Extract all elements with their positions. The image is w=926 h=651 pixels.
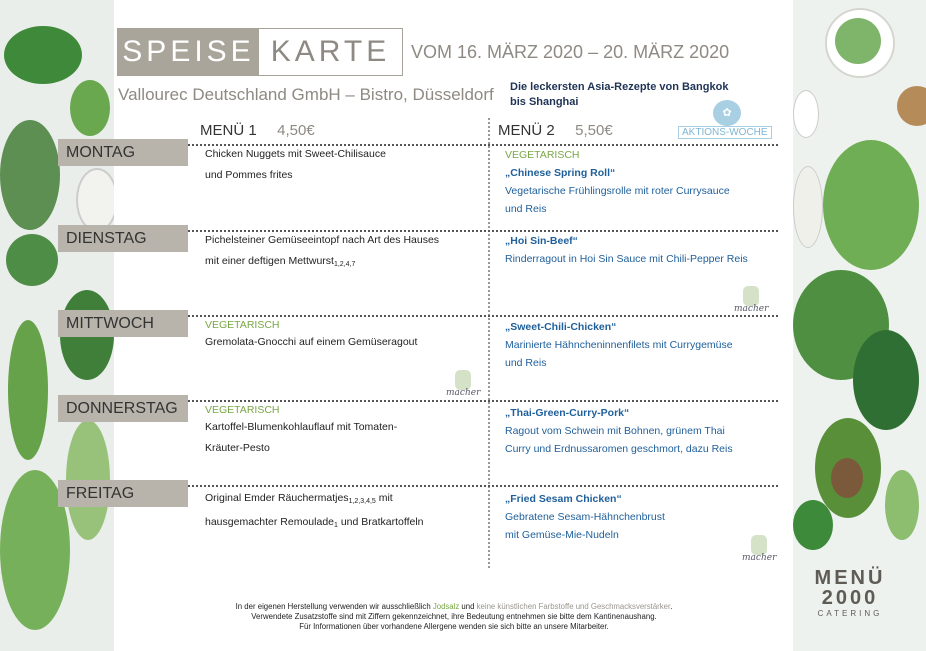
- dish-line: [205, 488, 424, 512]
- pepper-shape: [4, 26, 82, 84]
- beans-shape: [8, 320, 48, 460]
- dish-title: „Thai-Green-Curry-Pork“: [505, 407, 630, 419]
- menu1-dish-dienstag: [205, 230, 439, 275]
- leaf-shape: [885, 470, 919, 540]
- menu1-dish-donnerstag: [205, 403, 397, 459]
- dish-line: und Reis: [505, 203, 547, 215]
- vegetarian-label: VEGETARISCH: [205, 319, 280, 331]
- menu2-header: [498, 122, 613, 140]
- additive-numbers: 1: [334, 522, 338, 529]
- date-range: VOM 16. MÄRZ 2020 – 20. MÄRZ 2020: [411, 42, 730, 62]
- menu2-dish-donnerstag: [505, 404, 733, 458]
- fit-logo-word: macher: [734, 304, 769, 314]
- day-label-mittwoch: MITTWOCH: [58, 310, 188, 337]
- row-divider: [188, 485, 778, 487]
- dish-line: Marinierte Hähncheninnenfilets mit Currygemüse: [505, 339, 733, 351]
- dish-text: Original Emder Räuchermatjes: [205, 492, 349, 504]
- menu1-dish-freitag: [205, 488, 424, 536]
- bowl-shape: [793, 90, 819, 138]
- dish-line: Gremolata-Gnocchi auf einem Gemüseragout: [205, 336, 418, 348]
- additive-numbers: 1,2,3,4,5: [348, 498, 376, 505]
- dish-text: und Bratkartoffeln: [337, 516, 424, 528]
- fit-logo-word: macher: [742, 553, 777, 563]
- herb-shape: [0, 120, 60, 230]
- potato-shape: [897, 86, 926, 126]
- dish-title: „Sweet-Chili-Chicken“: [505, 321, 617, 333]
- footer-text: und: [459, 602, 477, 611]
- avocado-seed-shape: [831, 458, 863, 498]
- dish-line: und Pommes frites: [205, 169, 293, 181]
- brand-line-3: CATERING: [817, 609, 883, 618]
- row-divider: [188, 400, 778, 402]
- motto-line-1: Die leckersten Asia-Rezepte von Bangkok: [510, 81, 729, 93]
- bowl-shape: [793, 166, 823, 248]
- menu2-dish-freitag: [505, 490, 665, 544]
- leaf-shape: [70, 80, 110, 136]
- company-name: Vallourec Deutschland GmbH – Bistro, Düsseldorf: [118, 85, 494, 104]
- fit-mark-icon: [455, 370, 471, 390]
- day-label-donnerstag: DONNERSTAG: [58, 395, 188, 422]
- vegetable-photo-right: [793, 0, 926, 651]
- dish-line: [205, 512, 424, 536]
- dish-line: Pichelsteiner Gemüseeintopf nach Art des Hauses: [205, 234, 440, 246]
- menu2000-logo: [800, 568, 900, 620]
- dish-title: „Chinese Spring Roll“: [505, 167, 616, 179]
- day-label-freitag: FREITAG: [58, 480, 188, 507]
- footer-notes: [118, 602, 790, 632]
- dish-line: Ragout vom Schwein mit Bohnen, grünem Thai: [505, 425, 725, 437]
- footer-text: In der eigenen Herstellung verwenden wir ausschließlich: [235, 602, 433, 611]
- menu2-price: 5,50€: [575, 122, 613, 139]
- footer-text: .: [670, 602, 673, 611]
- footer-line-1: [118, 602, 790, 612]
- dish-title: „Hoi Sin-Beef“: [505, 235, 578, 247]
- menu1-price: 4,50€: [277, 122, 315, 139]
- brand-line-2: 2000: [821, 587, 879, 609]
- aktions-woche-label: AKTIONS-WOCHE: [678, 126, 772, 139]
- menu1-dish-mittwoch: [205, 318, 417, 353]
- day-label-dienstag: DIENSTAG: [58, 225, 188, 252]
- additive-numbers: 1,2,4,7: [333, 261, 356, 268]
- dish-line: [205, 251, 439, 275]
- bowl-shape: [76, 168, 114, 232]
- lettuce-shape: [823, 140, 919, 270]
- dish-title: „Fried Sesam Chicken“: [505, 493, 622, 505]
- dish-text: hausgemachter Remoulade: [205, 516, 334, 528]
- menu1-dish-montag: [205, 144, 386, 186]
- dish-line: Rinderragout in Hoi Sin Sauce mit Chili-Pepper Reis: [505, 253, 748, 265]
- day-label-montag: MONTAG: [58, 139, 188, 166]
- dish-line: mit Gemüse-Mie-Nudeln: [505, 529, 619, 541]
- fit-mark-icon: [743, 286, 759, 306]
- footer-no-additives: keine künstlichen Farbstoffe und Geschmacksverstärker: [476, 602, 671, 611]
- footer-jodsalz: Jodsalz: [432, 602, 460, 611]
- broccoli-shape: [6, 234, 58, 286]
- dish-line: und Reis: [505, 357, 547, 369]
- peas-shape: [835, 18, 881, 64]
- menu2-label: MENÜ 2: [498, 122, 555, 139]
- fit-logo-word: macher: [446, 388, 481, 398]
- dish-line: Vegetarische Frühlingsrolle mit roter Currysauce: [505, 185, 730, 197]
- dish-line: Kräuter-Pesto: [205, 442, 270, 454]
- dish-line: Chicken Nuggets mit Sweet-Chilisauce: [205, 148, 386, 160]
- menu1-label: MENÜ 1: [200, 122, 257, 139]
- fit-macher-logo: [446, 370, 480, 400]
- aktions-woche-logo: ✿: [713, 100, 741, 126]
- title-speise: SPEISE: [118, 29, 259, 75]
- motto-line-2: bis Shanghai: [510, 96, 579, 108]
- footer-line-2: Verwendete Zusatzstoffe sind mit Ziffern gekennzeichnet, ihre Bedeutung entnehmen sie bitte dem Kantinenaushang.: [251, 612, 657, 621]
- vegetarian-label: VEGETARISCH: [205, 404, 280, 416]
- menu2-dish-montag: [505, 146, 730, 218]
- dish-line: Gebratene Sesam-Hähnchenbrust: [505, 511, 665, 523]
- dish-text: mit: [375, 492, 393, 504]
- brand-line-1: MENÜ: [814, 567, 886, 589]
- fit-mark-icon: [751, 535, 767, 555]
- menu1-header: [200, 122, 315, 140]
- title-karte: KARTE: [270, 35, 391, 68]
- leaf-shape: [793, 500, 833, 550]
- column-divider: [488, 118, 490, 568]
- dish-line: Kartoffel-Blumenkohlauflauf mit Tomaten-: [205, 421, 398, 433]
- vegetarian-label: VEGETARISCH: [505, 149, 580, 161]
- dish-line: Curry und Erdnussaromen geschmort, dazu Reis: [505, 443, 733, 455]
- page-title: [117, 28, 403, 76]
- menu2-dish-mittwoch: [505, 318, 733, 372]
- footer-line-3: Für Informationen über vorhandene Allergene wenden sie sich bitte an unsere Mitarbeiter.: [299, 622, 609, 631]
- dish-text: mit einer deftigen Mettwurst: [205, 255, 334, 267]
- menu2-dish-dienstag: [505, 232, 748, 268]
- fit-macher-logo: [742, 535, 776, 565]
- broccoli-shape: [853, 330, 919, 430]
- fit-macher-logo: [734, 286, 768, 316]
- row-divider: [188, 315, 778, 317]
